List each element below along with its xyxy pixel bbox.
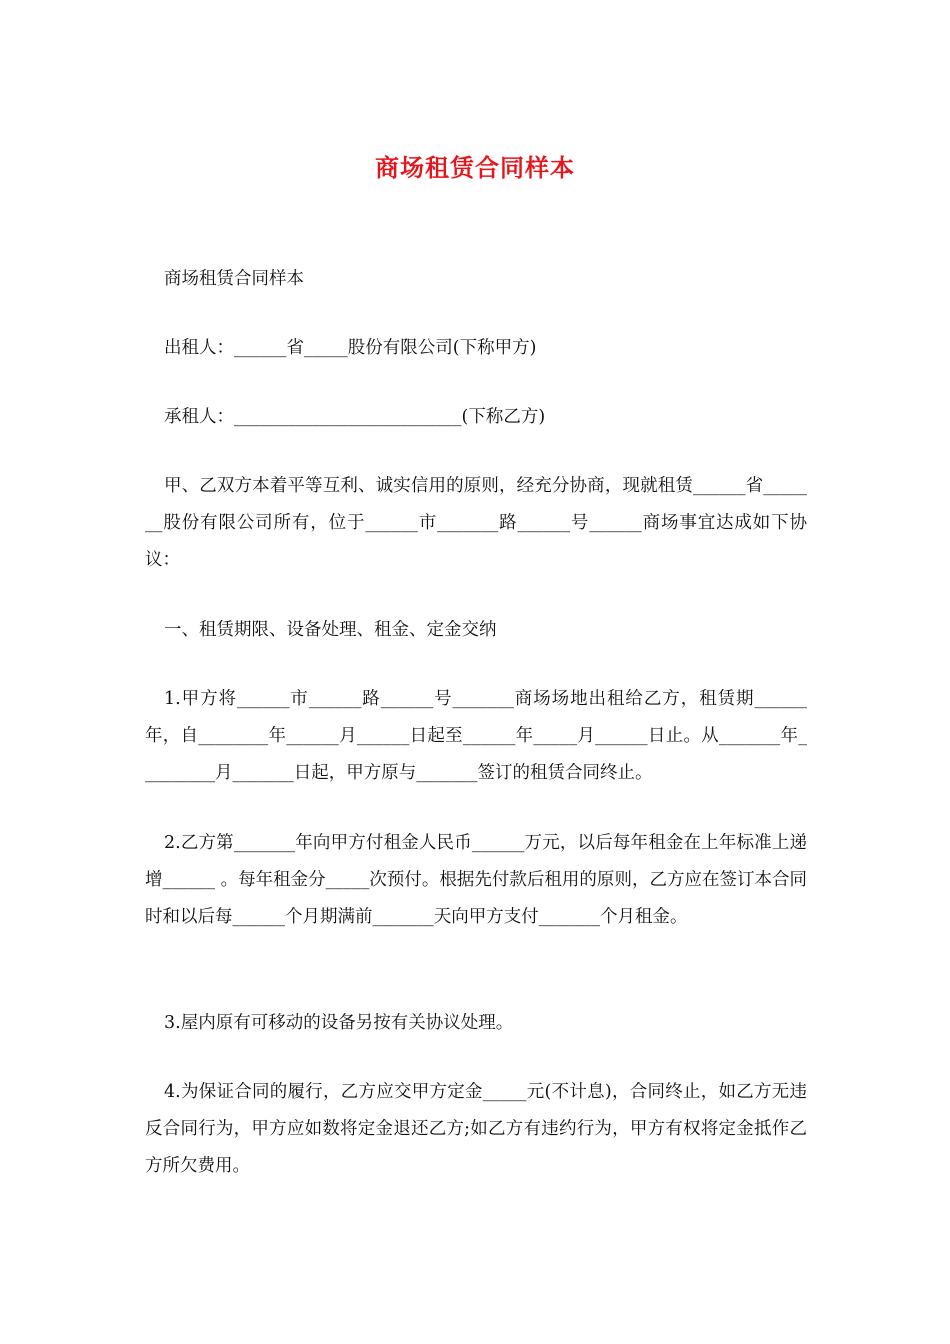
paragraph-lessee: 承租人：__________________________(下称乙方) bbox=[164, 407, 546, 427]
document-title: 商场租赁合同样本 bbox=[375, 153, 575, 182]
section-heading-1: 一、租赁期限、设备处理、租金、定金交纳 bbox=[164, 620, 497, 640]
paragraph-heading-repeat: 商场租赁合同样本 bbox=[164, 269, 304, 289]
paragraph-preamble: 甲、乙双方本着平等互利、诚实信用的原则，经充分协商，现就租赁______省_______股份有限公司所有，位于______市_______路______号______商场事宜达成如下协议： bbox=[145, 476, 807, 570]
paragraph-lessor: 出租人：______省_____股份有限公司(下称甲方) bbox=[164, 338, 537, 358]
clause-1: 1.甲方将______市______路______号_______商场场地出租给乙方，租赁期______年，自________年______月______日起至______年_____月______日止。从_______年_________月_______日起，甲方原与_______签订的租赁合同终止。 bbox=[145, 689, 807, 783]
clause-4: 4.为保证合同的履行，乙方应交甲方定金_____元(不计息)，合同终止，如乙方无违反合同行为，甲方应如数将定金退还乙方;如乙方有违约行为，甲方有权将定金抵作乙方所欠费用。 bbox=[145, 1082, 807, 1176]
clause-3: 3.屋内原有可移动的设备另按有关协议处理。 bbox=[164, 1013, 514, 1033]
clause-2: 2.乙方第_______年向甲方付租金人民币______万元，以后每年租金在上年标准上递增______ 。每年租金分_____次预付。根据先付款后租用的原则，乙方应在签订本合同时和以后每______个月期满前_______天向甲方支付_______个月租金。 bbox=[145, 833, 807, 927]
